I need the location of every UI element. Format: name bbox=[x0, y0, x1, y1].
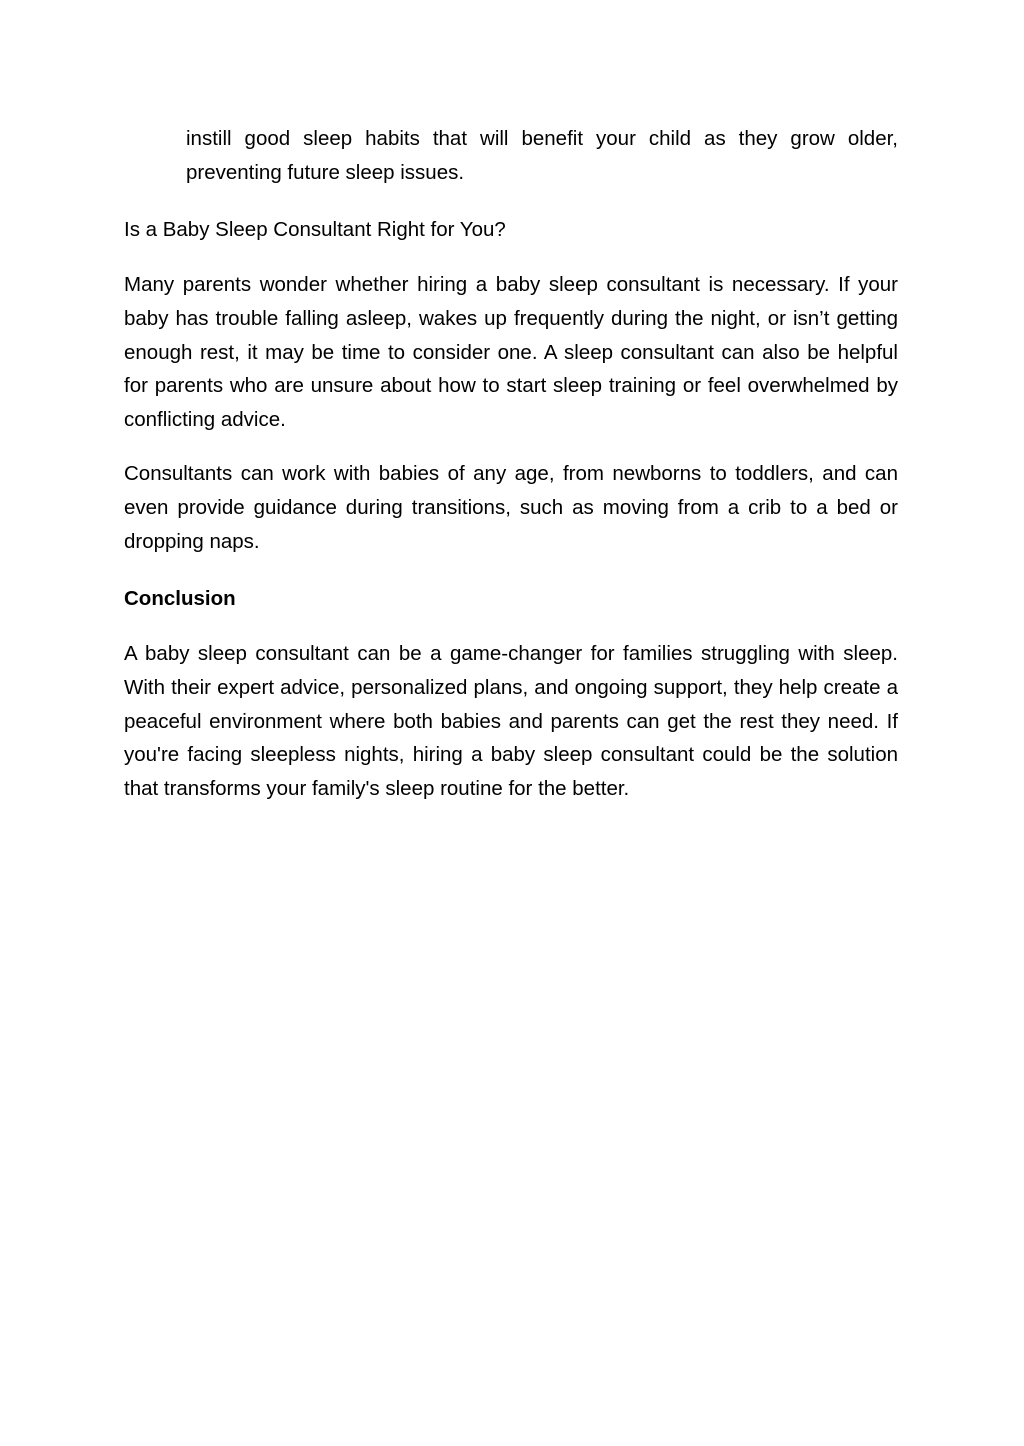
conclusion-heading: Conclusion bbox=[124, 587, 236, 610]
continuation-paragraph: instill good sleep habits that will benefit your child as they grow older, preventing future sleep issues. bbox=[186, 127, 898, 184]
section-question-heading: Is a Baby Sleep Consultant Right for You? bbox=[124, 218, 506, 241]
conclusion-paragraph: A baby sleep consultant can be a game-changer for families struggling with sleep. With their expert advice, personalized plans, and ongoing support, they help create a peaceful environment where both babies and parents can get the rest they need. If you're facing sleepless nights, hiring a baby sleep consultant could be the solution that transforms your family's sleep routine for the better. bbox=[124, 642, 898, 801]
necessity-paragraph: Many parents wonder whether hiring a baby sleep consultant is necessary. If your baby has trouble falling asleep, wakes up frequently during the night, or isn’t getting enough rest, it may be time to consider one. A sleep consultant can also be helpful for parents who are unsure about how to start sleep training or feel overwhelmed by conflicting advice. bbox=[124, 273, 898, 432]
ages-paragraph: Consultants can work with babies of any age, from newborns to toddlers, and can even provide guidance during transitions, such as moving from a crib to a bed or dropping naps. bbox=[124, 462, 898, 553]
